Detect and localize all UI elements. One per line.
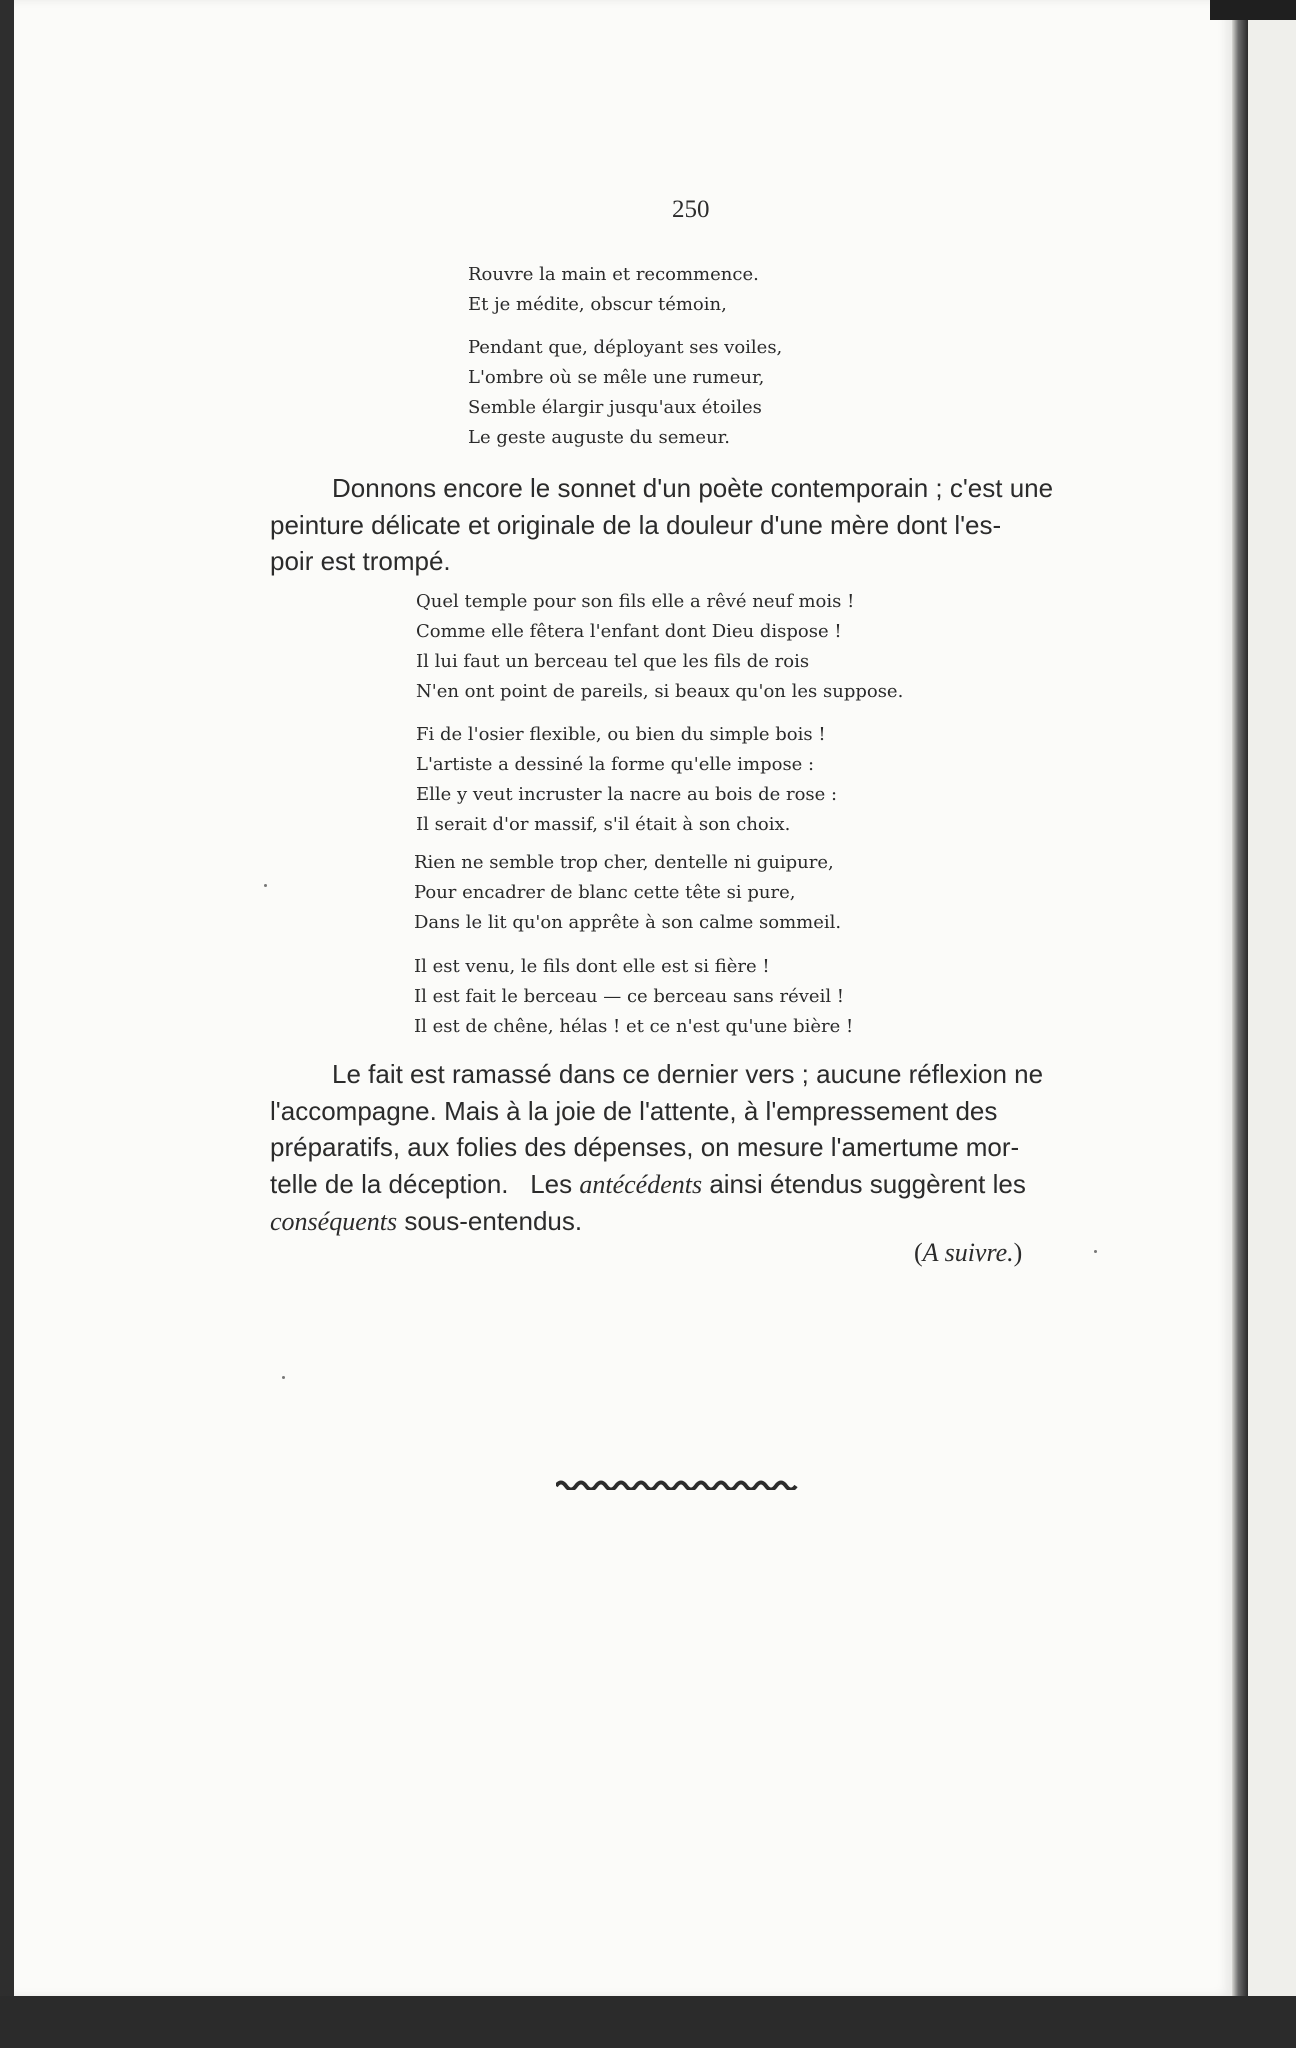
open-paren: ( (914, 1238, 923, 1267)
poem-stanza (468, 333, 782, 453)
paragraph-intro-sonnet (270, 470, 1114, 580)
verse-line: Et je médite, obscur témoin, (468, 294, 727, 315)
verse-line: Semble élargir jusqu'aux étoiles (468, 397, 762, 418)
book-page (14, 0, 1232, 1996)
paragraph-line: Donnons encore le sonnet d'un poète contemporain ; c'est une (332, 473, 1054, 503)
text-fragment: sous-entendus. (404, 1206, 583, 1237)
verse-line: Pendant que, déployant ses voiles, (468, 337, 783, 358)
verse-line: L'ombre où se mêle une rumeur, (468, 367, 765, 388)
paragraph-line: peinture délicate et originale de la douleur d'une mère dont l'es- (270, 509, 1002, 540)
verse-line: Il lui faut un berceau tel que les fils de rois (416, 651, 810, 672)
verse-line: Rouvre la main et recommence. (468, 264, 759, 285)
scan-border-top (1210, 0, 1296, 20)
verse-line: N'en ont point de pareils, si beaux qu'on les suppose. (416, 681, 904, 702)
verse-line: Fi de l'osier flexible, ou bien du simple bois ! (416, 724, 826, 745)
italic-term-antecedents: antécédents (579, 1169, 703, 1199)
sonnet-tercet (414, 952, 853, 1042)
sonnet-quatrain (416, 587, 903, 707)
verse-line: Il serait d'or massif, s'il était à son choix. (416, 814, 791, 835)
page-number: 250 (672, 196, 710, 223)
sonnet-quatrain (416, 720, 837, 840)
to-be-continued-text: A suivre. (922, 1238, 1014, 1267)
paragraph-line: Le fait est ramassé dans ce dernier vers ; aucune réflexion ne (332, 1059, 1044, 1089)
paragraph-line (270, 1166, 1104, 1204)
paragraph-line: poir est trompé. (270, 546, 451, 577)
verse-line: Il est venu, le fils dont elle est si fière ! (414, 956, 770, 977)
page-edge-shadow (1232, 0, 1248, 2048)
text-fragment: telle de la déception. (270, 1168, 509, 1199)
verse-line: Il est fait le berceau — ce berceau sans réveil ! (414, 986, 845, 1007)
verse-line: Dans le lit qu'on apprête à son calme sommeil. (414, 912, 842, 933)
verse-line: Comme elle fêtera l'enfant dont Dieu dispose ! (416, 621, 842, 642)
sonnet-tercet (414, 848, 841, 938)
poem-stanza (468, 260, 759, 320)
paragraph-line (270, 1203, 1104, 1241)
scan-speck (282, 1376, 285, 1379)
scan-border-bottom (0, 1996, 1296, 2048)
scan-speck (1094, 1250, 1097, 1253)
scan-speck (264, 884, 267, 887)
verse-line: Le geste auguste du semeur. (468, 427, 731, 448)
close-paren: ) (1013, 1238, 1023, 1267)
verse-line: Pour encadrer de blanc cette tête si pure, (414, 882, 796, 903)
verse-line: L'artiste a dessiné la forme qu'elle impose : (416, 754, 815, 775)
paragraph-line: préparatifs, aux folies des dépenses, on mesure l'amertume mor- (270, 1132, 1020, 1163)
verse-line: Rien ne semble trop cher, dentelle ni guipure, (414, 852, 834, 873)
verse-line: Elle y veut incruster la nacre au bois de rose : (416, 784, 838, 805)
text-fragment: Les (530, 1168, 573, 1199)
paragraph-commentary (270, 1056, 1104, 1241)
italic-term-consequents: conséquents (270, 1207, 398, 1237)
paragraph-line: l'accompagne. Mais à la joie de l'attente, à l'empressement des (270, 1095, 998, 1126)
text-fragment: ainsi étendus suggèrent les (709, 1168, 1026, 1199)
to-be-continued-note (914, 1238, 1022, 1268)
wave-ornament (556, 1478, 798, 1490)
adjacent-page-strip (1248, 0, 1296, 2048)
verse-line: Quel temple pour son fils elle a rêvé neuf mois ! (416, 591, 855, 612)
verse-line: Il est de chêne, hélas ! et ce n'est qu'une bière ! (414, 1016, 854, 1037)
